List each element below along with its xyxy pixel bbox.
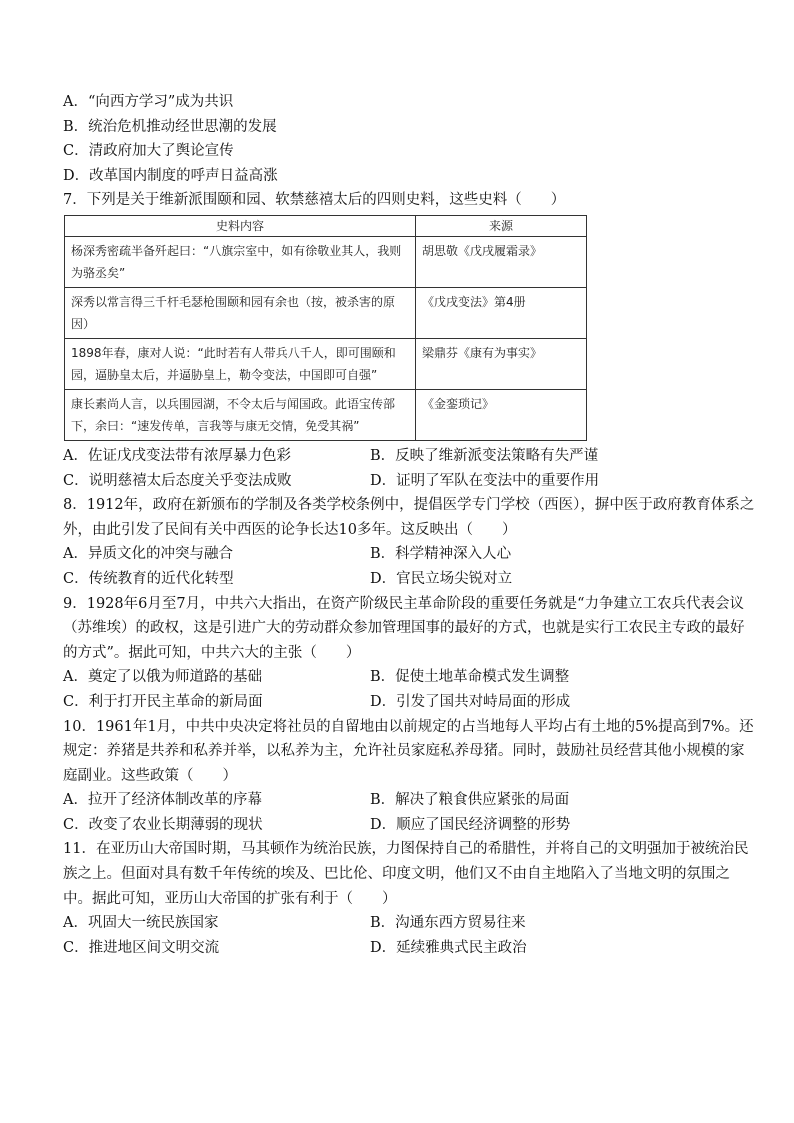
q7-option-b[interactable]: B．反映了维新派变法策略有失严谨 — [370, 447, 599, 464]
q6-option-a[interactable]: A．“向西方学习”成为共识 — [63, 94, 234, 110]
q9-stem-line: 9．1928年6月至7月，中共六大指出，在资产阶级民主革命阶段的重要任务就是“力争建立工农兵代表会议 — [63, 595, 744, 612]
q8-options-row-2 — [63, 567, 733, 592]
question-8 — [63, 493, 755, 591]
table-cell-source: 《戊戌变法》第4册 — [416, 287, 587, 338]
exam-page — [63, 90, 755, 960]
table-cell-source: 胡思敬《戊戌履霜录》 — [416, 236, 587, 287]
q10-option-b[interactable]: B．解决了粮食供应紧张的局面 — [370, 792, 570, 809]
q11-option-a[interactable]: A．巩固大一统民族国家 — [63, 915, 219, 932]
table-row — [65, 287, 587, 338]
q6-option-b[interactable]: B．统治危机推动经世思潮的发展 — [63, 118, 277, 135]
q9-options-row-2 — [63, 690, 733, 715]
table-row — [65, 389, 587, 440]
q8-option-c[interactable]: C．传统教育的近代化转型 — [63, 570, 234, 587]
q8-stem-line: 外，由此引发了民间有关中西医的论争长达10多年。这反映出（ ） — [63, 521, 517, 538]
q8-stem-line: 8．1912年，政府在新颁布的学制及各类学校条例中，提倡医学专门学校（西医），摒中医于政府教育体系之 — [63, 497, 755, 514]
q6-options — [63, 90, 733, 188]
q6-option-c[interactable]: C．清政府加大了舆论宣传 — [63, 143, 234, 160]
table-cell-source: 梁鼎芬《康有为事实》 — [416, 338, 587, 389]
q9-option-d[interactable]: D．引发了国共对峙局面的形成 — [370, 693, 571, 710]
q8-option-a[interactable]: A．异质文化的冲突与融合 — [63, 546, 233, 563]
q11-stem-line: 族之上。但面对具有数千年传统的埃及、巴比伦、印度文明，他们又不由自主地陷入了当地文明的氛围之 — [63, 866, 730, 883]
q9-option-b[interactable]: B．促使土地革命模式发生调整 — [370, 669, 570, 686]
question-11 — [63, 837, 749, 960]
q10-options-row-2 — [63, 813, 733, 838]
table-cell-content: 康长素尚人言，以兵围园湖，不令太后与闻国政。此语宝传部下，余曰：“速发传单，言我等与康无交情，免受其祸” — [65, 389, 416, 440]
table-cell-content: 杨深秀密疏半备歼起曰：“八旗宗室中，如有徐敬业其人，我则为骆丞矣” — [65, 236, 416, 287]
table-row — [65, 236, 587, 287]
question-10 — [63, 715, 754, 838]
q11-options-row-1 — [63, 911, 733, 936]
q11-options-row-2 — [63, 936, 733, 961]
q7-options-row-1 — [63, 444, 733, 469]
table-header-source: 来源 — [416, 215, 587, 236]
table-row — [65, 338, 587, 389]
q9-stem-line: （苏维埃）的政权，这是引进广大的劳动群众参加管理国事的最好的方式，也就是实行工农民主专政的最好 — [63, 620, 745, 637]
q9-options-row-1 — [63, 665, 733, 690]
q9-option-c[interactable]: C．利于打开民主革命的新局面 — [63, 693, 263, 710]
table-header-content: 史料内容 — [65, 215, 416, 236]
q10-stem-line: 规定：养猪是共养和私养并举，以私养为主，允许社员家庭私养母猪。同时，鼓励社员经营其他小规模的家 — [63, 743, 745, 760]
q11-option-b[interactable]: B．沟通东西方贸易往来 — [370, 915, 526, 932]
q8-options-row-1 — [63, 542, 733, 567]
q7-option-a[interactable]: A．佐证戊戌变法带有浓厚暴力色彩 — [63, 447, 291, 464]
q7-option-d[interactable]: D．证明了军队在变法中的重要作用 — [370, 472, 600, 489]
q10-stem-line: 庭副业。这些政策（ ） — [63, 767, 237, 784]
q10-stem-line: 10．1961年1月，中共中央决定将社员的自留地由以前规定的占当地每人平均占有土地的5%提高到7%。还 — [63, 718, 754, 735]
table-cell-content: 深秀以常言得三千杆毛瑟枪围颐和园有余也（按，被杀害的原因） — [65, 287, 416, 338]
table-cell-content: 1898年春，康对人说：“此时若有人带兵八千人，即可围颐和园，逼胁皇太后，并逼胁皇上，勒令变法，中国即可自强” — [65, 338, 416, 389]
question-9 — [63, 592, 745, 715]
q7-options-row-2 — [63, 469, 733, 494]
q10-option-d[interactable]: D．顺应了国民经济调整的形势 — [370, 816, 571, 833]
q8-option-d[interactable]: D．官民立场尖锐对立 — [370, 570, 513, 587]
q9-option-a[interactable]: A．奠定了以俄为师道路的基础 — [63, 669, 262, 686]
q10-option-c[interactable]: C．改变了农业长期薄弱的现状 — [63, 816, 263, 833]
q10-option-a[interactable]: A．拉开了经济体制改革的序幕 — [63, 792, 262, 809]
q7-source-table — [64, 215, 587, 441]
table-header-row — [65, 215, 587, 236]
q7-stem: 7．下列是关于维新派围颐和园、软禁慈禧太后的四则史料，这些史料（ ） — [63, 192, 566, 209]
q11-stem-line: 11．在亚历山大帝国时期，马其顿作为统治民族，力图保持自己的希腊性，并将自己的文明强加于被统治民 — [63, 841, 749, 858]
q11-stem-line: 中。据此可知，亚历山大帝国的扩张有利于（ ） — [63, 890, 397, 907]
q10-options-row-1 — [63, 788, 733, 813]
question-7 — [63, 188, 733, 493]
table-cell-source: 《金銮琐记》 — [416, 389, 587, 440]
q8-option-b[interactable]: B．科学精神深入人心 — [370, 546, 512, 563]
q11-option-c[interactable]: C．推进地区间文明交流 — [63, 939, 220, 956]
q9-stem-line: 的方式”。据此可知，中共六大的主张（ ） — [63, 644, 361, 661]
q7-option-c[interactable]: C．说明慈禧太后态度关乎变法成败 — [63, 472, 292, 489]
q6-option-d[interactable]: D．改革国内制度的呼声日益高涨 — [63, 167, 278, 184]
q11-option-d[interactable]: D．延续雅典式民主政治 — [370, 939, 527, 956]
